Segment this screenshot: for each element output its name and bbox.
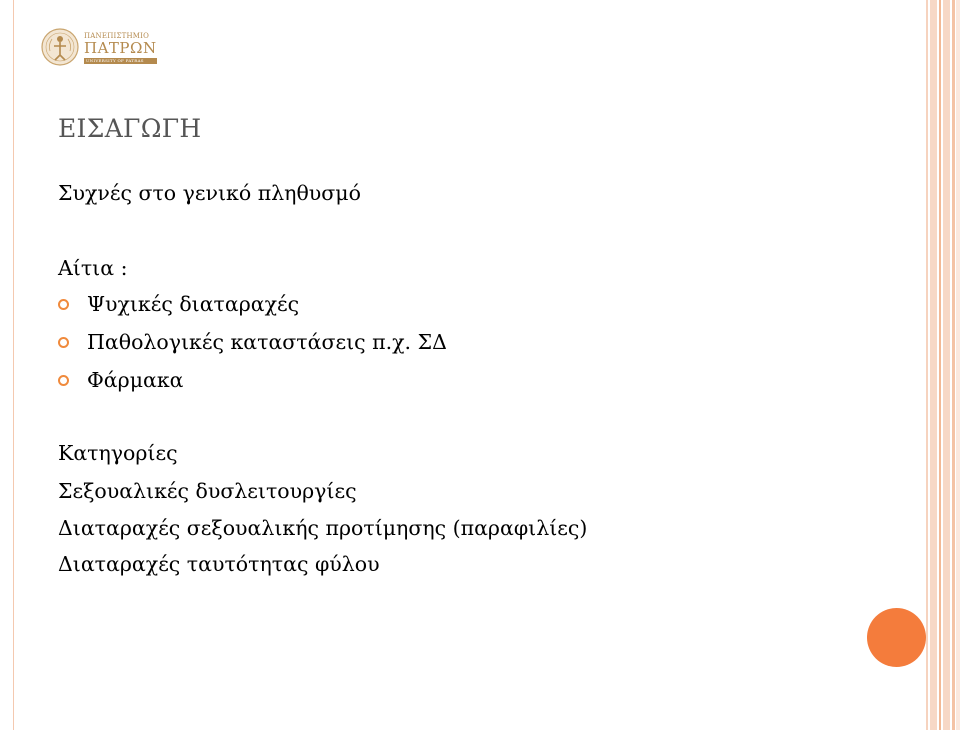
frequency-line: Συχνές στο γενικό πληθυσμό [58,181,361,205]
logo-wordmark [84,32,157,64]
university-seal-icon [40,27,80,67]
cause-item-text: Φάρμακα [87,368,184,392]
slide-title: ΕΙΣΑΓΩΓΗ [58,114,202,143]
causes-heading: Αίτια : [58,256,128,280]
cause-item-text: Παθολογικές καταστάσεις π.χ. ΣΔ [87,330,447,354]
category-item: Διαταραχές σεξουαλικής προτίμησης (παραφιλίες) [58,516,588,540]
logo-line-2: ΠΑΤΡΩΝ [84,39,157,57]
category-item: Σεξουαλικές δυσλειτουργίες [58,479,357,503]
right-decorative-stripes [926,0,960,730]
cause-item-text: Ψυχικές διαταραχές [87,292,300,316]
bullet-circle-icon [58,337,69,348]
logo-line-1: ΠΑΝΕΠΙΣΤΗΜΙΟ [84,32,150,40]
university-logo [40,27,157,69]
categories-heading: Κατηγορίες [58,441,178,465]
left-border [0,0,14,730]
bullet-circle-icon [58,299,69,310]
bullet-circle-icon [58,375,69,386]
category-item: Διαταραχές ταυτότητας φύλου [58,552,380,576]
logo-line-3: UNIVERSITY OF PATRAS [84,58,157,64]
decorative-orange-circle [867,608,926,667]
